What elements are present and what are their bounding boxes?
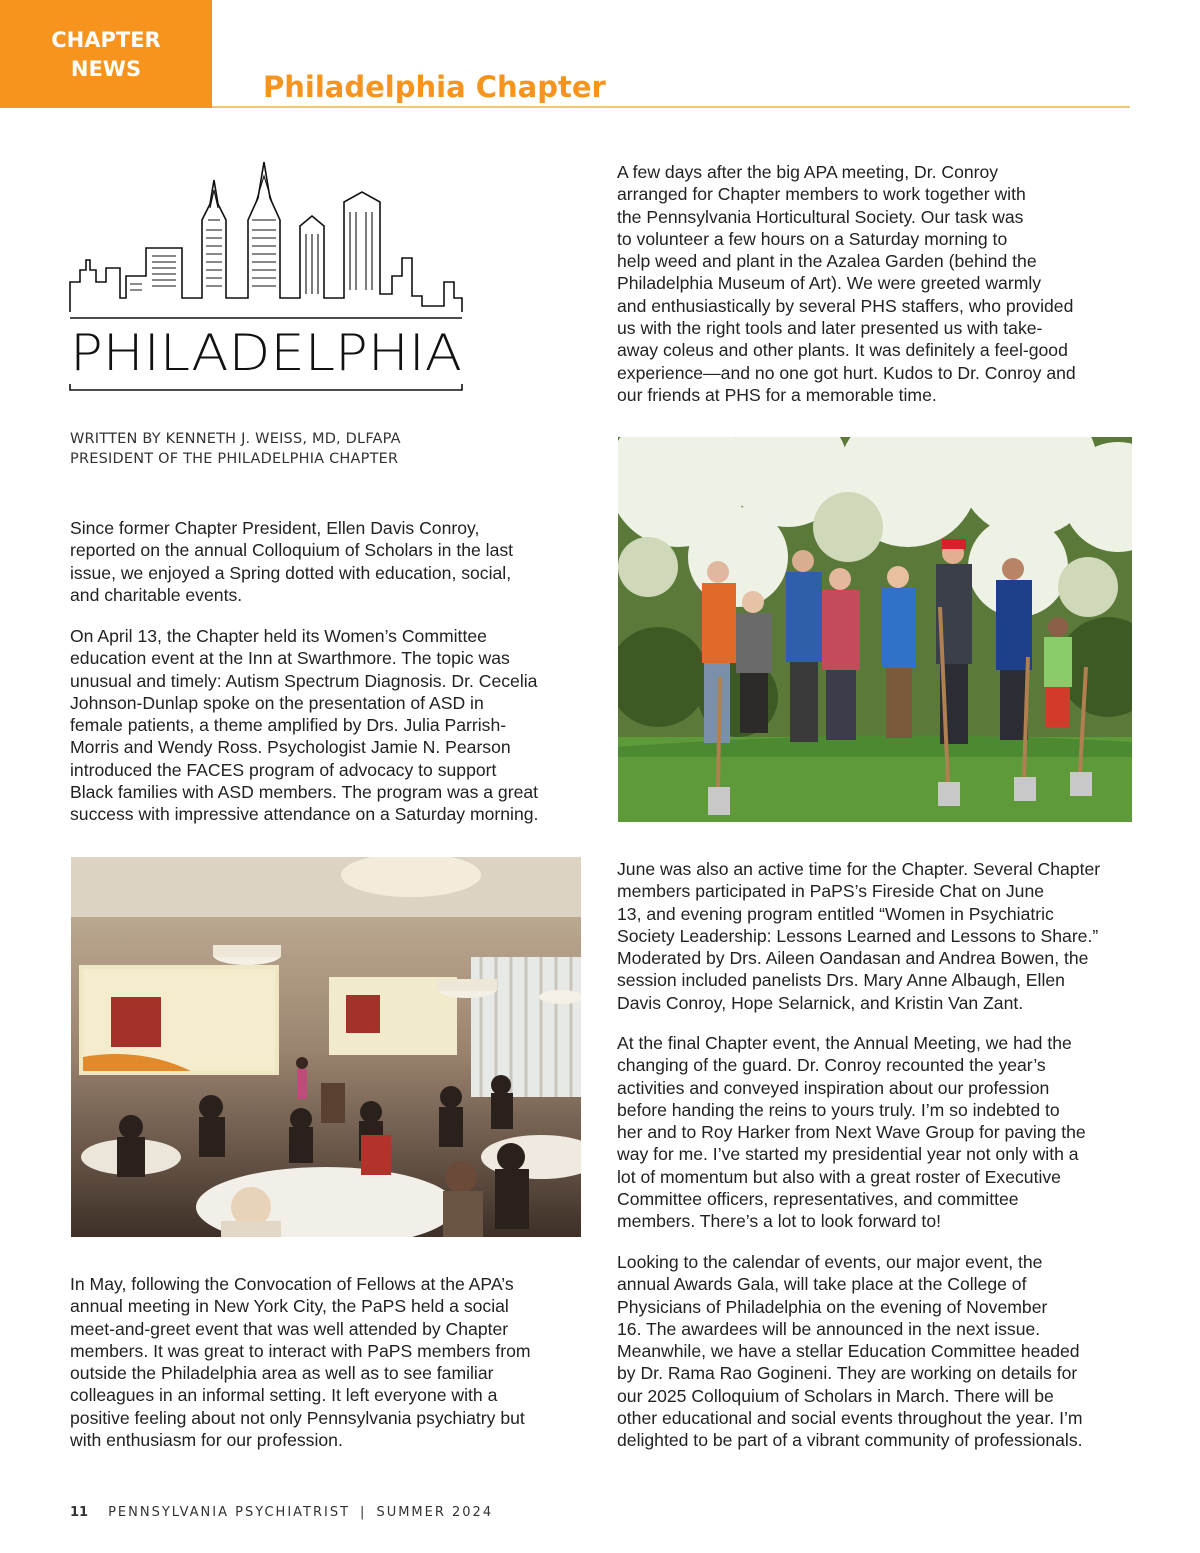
text-line: A few days after the big APA meeting, Dr. Conroy [617,162,999,182]
text-line: lot of momentum but also with a great roster of Executive [617,1166,1061,1187]
text-line: Committee officers, representatives, and committee [617,1189,1019,1210]
text-line: On April 13, the Chapter held its Women’s Committee [70,626,487,646]
text-line: changing of the guard. Dr. Conroy recounted the year’s [617,1055,1046,1076]
text-line: Physicians of Philadelphia on the evening of November [617,1296,1048,1317]
text-line: members participated in PaPS’s Fireside Chat on June [617,881,1045,902]
text-line: Since former Chapter President, Ellen Davis Conroy, [70,518,480,538]
text-line: experience—and no one got hurt. Kudos to Dr. Conroy and [617,362,1076,383]
text-line: Morris and Wendy Ross. Psychologist Jamie N. Pearson [70,737,511,758]
text-line: Philadelphia Museum of Art). We were greeted warmly [617,273,1042,294]
text-line: by Dr. Rama Rao Gogineni. They are working on details for [617,1363,1078,1384]
womens-committee-event-photo [71,857,581,1237]
left-paragraph-2 [70,625,538,826]
text-line: members. There’s a lot to look forward to! [617,1211,941,1232]
text-line: unusual and timely: Autism Spectrum Diagnosis. Dr. Cecelia [70,670,538,691]
text-line: meet-and-greet event that was well attended by Chapter [70,1318,509,1339]
left-paragraph-1 [70,517,513,606]
text-line: June was also an active time for the Chapter. Several Chapter [617,859,1101,879]
philadelphia-skyline-logo [66,158,466,398]
text-line: In May, following the Convocation of Fellows at the APA’s [70,1274,514,1294]
text-line: success with impressive attendance on a Saturday morning. [70,804,539,825]
left-paragraph-3 [70,1273,531,1451]
text-line: help weed and plant in the Azalea Garden (behind the [617,251,1037,272]
chapter-news-label: CHAPTER NEWS [51,28,161,81]
logo-wordmark: PHILADELPHIA [70,324,462,382]
text-line: Black families with ASD members. The program was a great [70,782,539,803]
text-line: outside the Philadelphia area as well as to see familiar [70,1363,494,1384]
text-line: session included panelists Drs. Mary Anne Albaugh, Ellen [617,970,1065,991]
byline: WRITTEN BY KENNETH J. WEISS, MD, DLFAPA PRESIDENT OF THE PHILADELPHIA CHAPTER [70,431,401,467]
text-line: her and to Roy Harker from Next Wave Group for paving the [617,1122,1086,1143]
text-line: our 2025 Colloquium of Scholars in March. There will be [617,1385,1054,1406]
issue-label: SUMMER 2024 [376,1505,494,1520]
text-line: delighted to be part of a vibrant community of professionals. [617,1430,1083,1451]
text-line: 13, and evening program entitled “Women in Psychiatric [617,903,1054,924]
right-paragraph-3 [617,1032,1086,1233]
text-line: 16. The awardees will be announced in the next issue. [617,1318,1041,1339]
text-line: positive feeling about not only Pennsylvania psychiatry but [70,1407,525,1428]
text-line: introduced the FACES program of advocacy to support [70,759,497,780]
page-number: 11 [70,1505,89,1520]
text-line: to volunteer a few hours on a Saturday morning to [617,228,1008,249]
text-line: Davis Conroy, Hope Selarnick, and Kristin Van Zant. [617,992,1024,1013]
text-line: us with the right tools and later presented us with take- [617,318,1043,339]
text-line: female patients, a theme amplified by Drs. Julia Parrish- [70,715,507,736]
text-line: annual meeting in New York City, the PaPS held a social [70,1296,509,1317]
text-line: other educational and social events throughout the year. I’m [617,1408,1083,1429]
garden-volunteers-photo [618,437,1132,822]
right-paragraph-4 [617,1251,1083,1452]
text-line: education event at the Inn at Swarthmore. The topic was [70,648,510,669]
text-line: colleagues in an informal setting. It left everyone with a [70,1385,498,1406]
text-line: Looking to the calendar of events, our major event, the [617,1252,1043,1272]
right-paragraph-2 [617,858,1100,1014]
text-line: Meanwhile, we have a stellar Education Committee headed [617,1341,1080,1362]
text-line: At the final Chapter event, the Annual Meeting, we had the [617,1033,1072,1053]
text-line: Johnson-Dunlap spoke on the presentation of ASD in [70,692,484,713]
text-line: activities and conveyed inspiration about our profession [617,1077,1050,1098]
text-line: and charitable events. [70,584,243,605]
page-footer [70,1505,493,1520]
title-rule [212,106,1130,108]
publication-name: PENNSYLVANIA PSYCHIATRIST [108,1505,351,1520]
text-line: before handing the reins to yours truly. I’m so indebted to [617,1099,1060,1120]
text-line: issue, we enjoyed a Spring dotted with education, social, [70,562,512,583]
text-line: our friends at PHS for a memorable time. [617,384,937,405]
text-line: reported on the annual Colloquium of Scholars in the last [70,540,514,561]
right-paragraph-1 [617,161,1076,406]
text-line: way for me. I’ve started my presidential year not only with a [617,1144,1079,1165]
text-line: annual Awards Gala, will take place at the College of [617,1274,1027,1295]
text-line: the Pennsylvania Horticultural Society. Our task was [617,206,1024,227]
text-line: Society Leadership: Lessons Learned and Lessons to Share.” [617,925,1099,946]
text-line: away coleus and other plants. It was definitely a feel-good [617,340,1068,361]
text-line: and enthusiastically by several PHS staffers, who provided [617,295,1074,316]
text-line: arranged for Chapter members to work together with [617,184,1026,205]
footer-separator: | [360,1505,367,1520]
chapter-news-tab [0,0,212,108]
page-title: Philadelphia Chapter [263,70,606,104]
text-line: with enthusiasm for our profession. [70,1430,343,1451]
text-line: members. It was great to interact with PaPS members from [70,1340,531,1361]
text-line: Moderated by Drs. Aileen Oandasan and Andrea Bowen, the [617,948,1089,969]
